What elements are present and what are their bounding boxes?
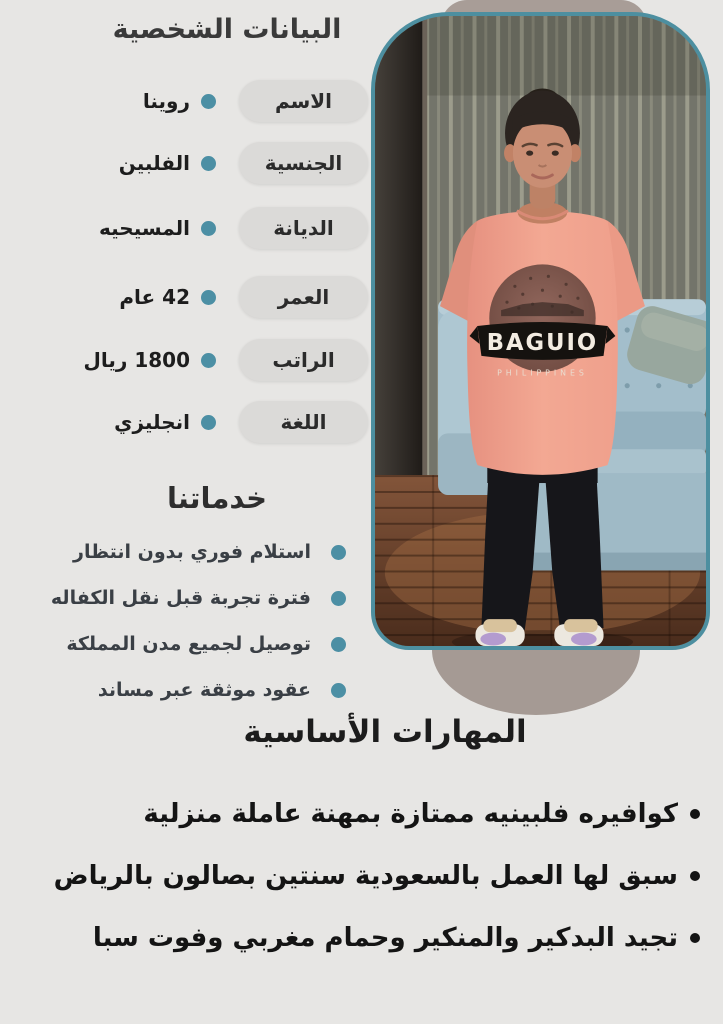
service-item-3: توصيل لجميع مدن المملكة	[66, 633, 311, 655]
bullet-icon	[690, 871, 700, 881]
field-label-age: العمر	[239, 276, 368, 318]
field-dot	[201, 290, 216, 305]
field-dot	[201, 353, 216, 368]
field-label-nationality: الجنسية	[239, 142, 368, 184]
services-title: خدماتنا	[166, 481, 268, 515]
skills-title: المهارات الأساسية	[243, 714, 527, 750]
skill-item-text: سبق لها العمل بالسعودية سنتين بصالون بالرياض	[53, 861, 678, 891]
field-dot	[201, 156, 216, 171]
field-dot	[201, 94, 216, 109]
service-dot	[331, 637, 346, 652]
skill-item-2	[54, 856, 700, 896]
service-item-4: عقود موثقة عبر مساند	[97, 679, 311, 701]
worker-photo-illustration	[375, 16, 706, 646]
field-value-age: 42 عام	[119, 285, 190, 309]
field-value-language: انجليزي	[114, 410, 190, 434]
field-value-religion: المسيحيه	[99, 216, 190, 240]
skill-item-text: تجيد البدكير والمنكير وحمام مغربي وفوت سبا	[92, 923, 678, 953]
service-dot	[331, 591, 346, 606]
field-dot	[201, 415, 216, 430]
field-value-salary: 1800 ريال	[83, 348, 190, 372]
field-label-language: اللغة	[239, 401, 368, 443]
field-value-nationality: الفلبين	[118, 151, 190, 175]
skill-item-3	[93, 918, 700, 958]
bullet-icon	[690, 809, 700, 819]
skill-item-1	[143, 794, 700, 834]
personal-data-title: البيانات الشخصية	[112, 14, 342, 45]
wardrobe	[375, 16, 424, 518]
field-value-name: روينا	[142, 89, 190, 113]
field-label-name: الاسم	[239, 80, 368, 122]
field-label-religion: الديانة	[239, 207, 368, 249]
service-item-2: فترة تجربة قبل نقل الكفاله	[50, 587, 311, 609]
skill-item-text: كوافيره فلبينيه ممتازة بمهنة عاملة منزلية	[143, 799, 678, 829]
shirt-text: BAGUIO	[486, 329, 599, 356]
service-dot	[331, 683, 346, 698]
field-dot	[201, 221, 216, 236]
bullet-icon	[690, 933, 700, 943]
worker-photo	[371, 12, 710, 650]
shirt-subtext: PHILIPPINES	[497, 368, 588, 378]
service-dot	[331, 545, 346, 560]
service-item-1: استلام فوري بدون انتظار	[73, 541, 311, 563]
field-label-salary: الراتب	[239, 339, 368, 381]
